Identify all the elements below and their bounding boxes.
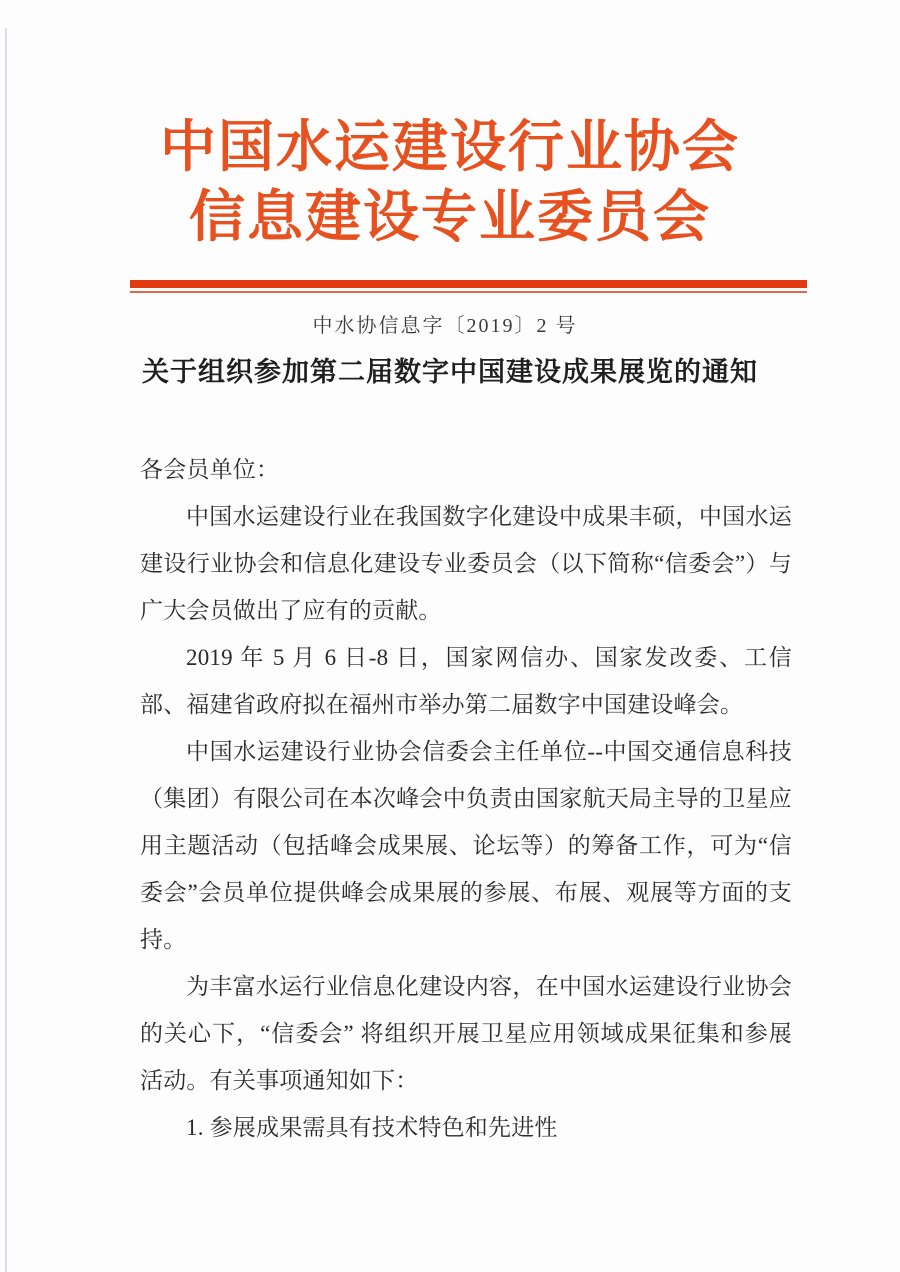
body-paragraph-3: 中国水运建设行业协会信委会主任单位--中国交通信息科技（集团）有限公司在本次峰会中负责由国家航天局主导的卫星应用主题活动（包括峰会成果展、论坛等）的筹备工作，可为“信委会”会员单位提供峰会成果展的参展、布展、观展等方面的支持。 [140, 739, 792, 952]
body-paragraph-2: 2019 年 5 月 6 日-8 日，国家网信办、国家发改委、工信部、福建省政府拟在福州市举办第二届数字中国建设峰会。 [140, 645, 792, 717]
org-title-line1: 中国水运建设行业协会 [160, 117, 740, 179]
document-number: 中水协信息字〔2019〕2 号 [312, 315, 578, 337]
letterhead-org-title [0, 113, 900, 253]
body-paragraph-4: 为丰富水运行业信息化建设内容，在中国水运建设行业协会的关心下，“信委会” 将组织开展卫星应用领域成果征集和参展活动。有关事项通知如下： [140, 974, 792, 1093]
notice-title: 关于组织参加第二届数字中国建设成果展览的通知 [142, 357, 758, 387]
org-title-line2: 信息建设专业委员会 [189, 187, 711, 249]
list-item-1: 1. 参展成果需具有技术特色和先进性 [186, 1115, 558, 1140]
document-body [140, 446, 792, 1151]
salutation: 各会员单位： [140, 457, 280, 482]
letterhead-rule-thick [130, 280, 807, 288]
letterhead-rule-thin [130, 291, 807, 293]
body-paragraph-1: 中国水运建设行业在我国数字化建设中成果丰硕，中国水运建设行业协会和信息化建设专业委员会（以下简称“信委会”）与广大会员做出了应有的贡献。 [140, 504, 792, 623]
